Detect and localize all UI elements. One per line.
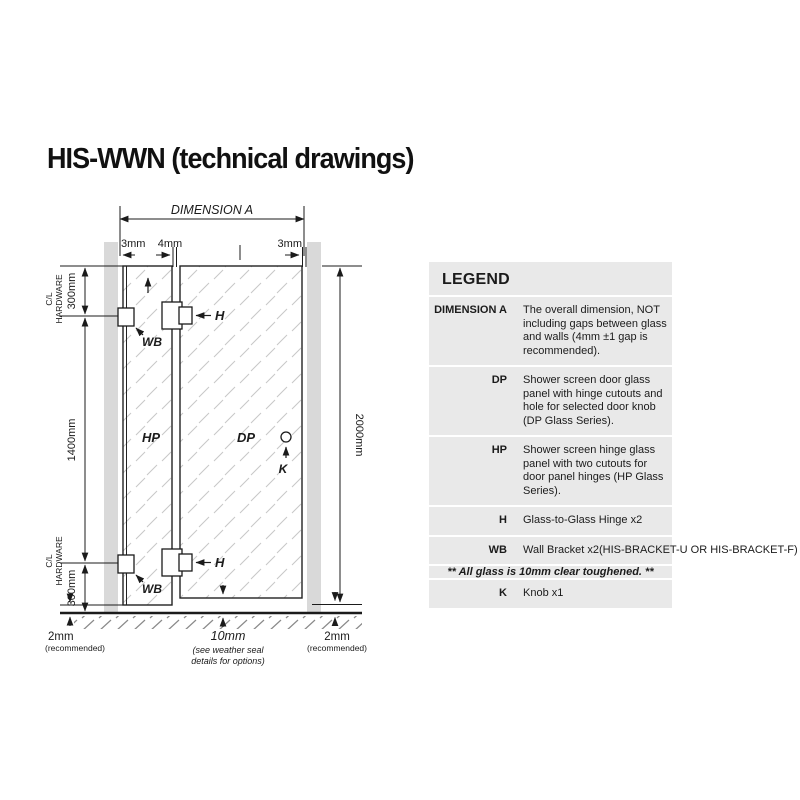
technical-drawing — [30, 190, 380, 690]
legend-desc: The overall dimension, NOT including gaps between glass and walls (4mm ±1 gap is recommended). — [523, 304, 667, 357]
bottom-mid-gap-note1: (see weather seal — [192, 645, 264, 655]
bottom-mid-gap-value: 10mm — [210, 629, 246, 643]
legend-row-k — [429, 578, 672, 608]
legend-row-dimension-a — [429, 295, 672, 365]
gap-mid-label: 4mm — [157, 238, 183, 250]
legend-title: LEGEND — [442, 271, 510, 288]
dim-300-top-label: 300mm — [66, 272, 78, 310]
dim-300-bottom-label: 300mm — [66, 569, 78, 607]
knob-symbol — [281, 432, 291, 442]
dim-2000-label: 2000mm — [353, 413, 365, 457]
legend-desc: Knob x1 — [523, 587, 564, 599]
hinge-top-label: H — [215, 308, 225, 323]
wb-bottom-label: WB — [142, 582, 162, 596]
legend-row-wb — [429, 535, 798, 565]
bottom-left-gap-value: 2mm — [48, 631, 74, 643]
legend-term: HP — [491, 444, 507, 456]
hp-panel-label: HP — [141, 430, 161, 445]
legend-desc: Shower screen door glass panel with hinge cutouts and hole for selected door knob (DP Glass Series). — [523, 374, 663, 427]
legend-term: K — [499, 587, 507, 599]
cl-hardware-top-line2: HARDWARE — [54, 274, 64, 324]
bottom-right-gap-value: 2mm — [324, 631, 350, 643]
wb-top-label: WB — [142, 335, 162, 349]
dim-1400-label: 1400mm — [66, 418, 78, 462]
legend-term: DIMENSION A — [434, 304, 507, 316]
cl-hardware-bottom-line2: HARDWARE — [54, 536, 64, 586]
cl-hardware-bottom-line1: C/L — [44, 554, 54, 568]
gap-left-label: 3mm — [121, 238, 146, 250]
legend-term: H — [499, 514, 507, 526]
knob-label: K — [278, 462, 288, 476]
wall-bracket-top — [118, 308, 134, 326]
legend-row-hp — [429, 435, 672, 505]
wall-left — [104, 242, 118, 613]
cl-hardware-top-line1: C/L — [44, 292, 54, 306]
floor-hatch — [74, 616, 362, 629]
legend-desc: Glass-to-Glass Hinge x2 — [523, 514, 643, 526]
wall-right — [307, 242, 321, 613]
bottom-left-gap-note: (recommended) — [45, 643, 105, 653]
hinge-bottom-label: H — [215, 555, 225, 570]
bottom-mid-gap-note2: details for options) — [191, 656, 265, 666]
bottom-right-gap-note: (recommended) — [307, 643, 367, 653]
legend-desc: Wall Bracket x2(HIS-BRACKET-U OR HIS-BRACKET-F) — [523, 543, 798, 556]
dp-panel-label: DP — [236, 430, 256, 445]
legend-term: DP — [491, 374, 507, 386]
wall-bracket-bottom — [118, 555, 134, 573]
legend-desc: Shower screen hinge glass panel with two cutouts for door panel hinges (HP Glass Series). — [523, 444, 664, 497]
legend-term: WB — [488, 543, 507, 556]
legend-row-dp — [429, 365, 672, 435]
gap-right-label: 3mm — [277, 238, 302, 250]
legend-footnote: ** All glass is 10mm clear toughened. ** — [447, 566, 654, 578]
dimension-a-label: DIMENSION A — [170, 203, 254, 217]
legend-panel — [429, 262, 798, 608]
page-title: HIS-WWN (technical drawings) — [47, 143, 414, 175]
legend-row-h — [429, 505, 672, 535]
